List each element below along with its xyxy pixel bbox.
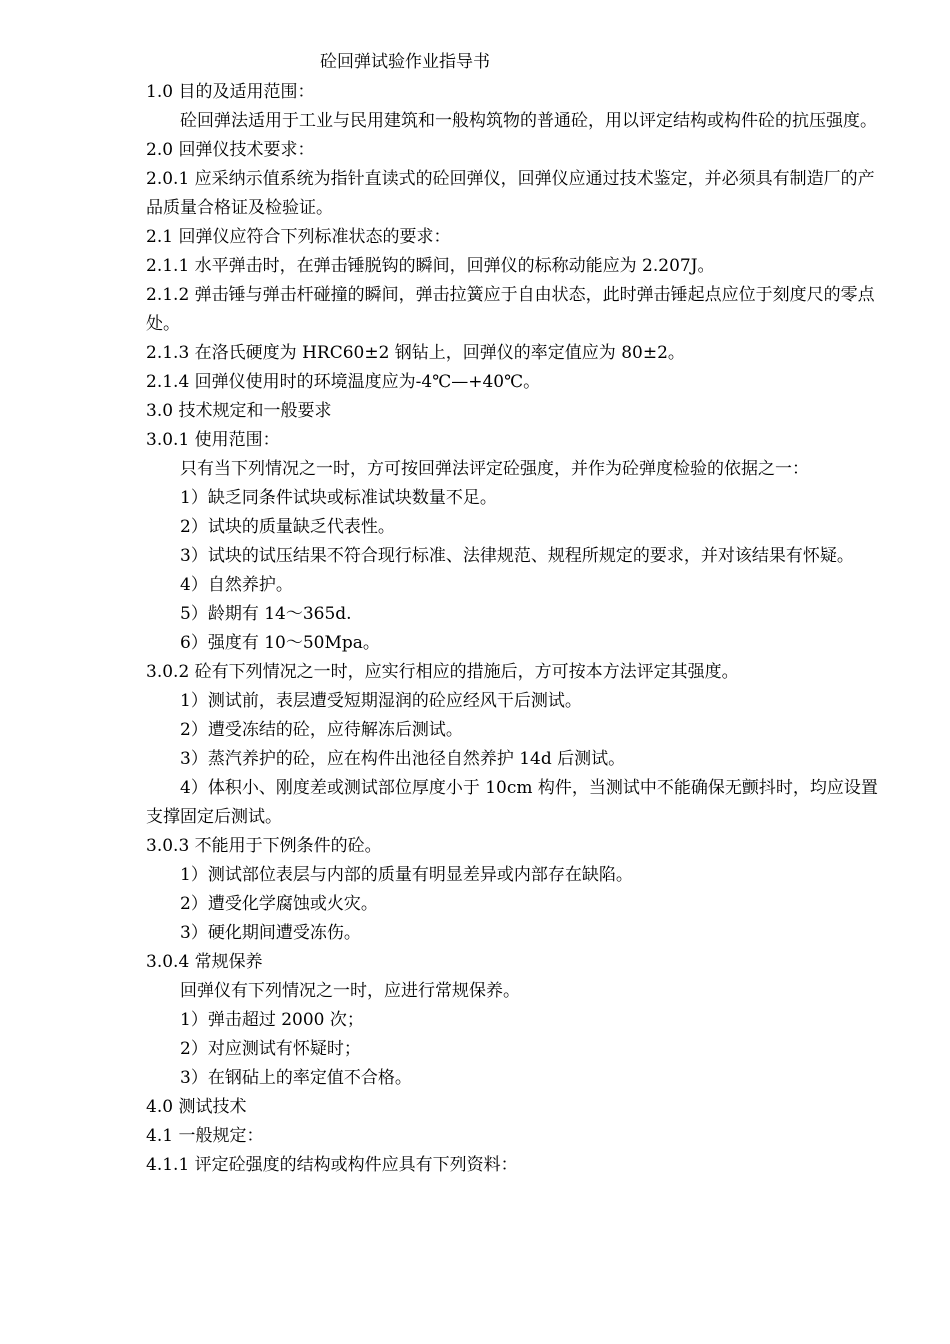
paragraph: 3.0 技术规定和一般要求 [146, 401, 332, 421]
paragraph: 4）体积小、刚度差或测试部位厚度小于 10cm 构件，当测试中不能确保无颤抖时，均应设置支撑固定后测试。 [146, 778, 878, 827]
paragraph: 3）在钢砧上的率定值不合格。 [180, 1068, 412, 1088]
paragraph: 3.0.4 常规保养 [146, 952, 263, 972]
paragraph: 4.1 一般规定： [146, 1126, 264, 1146]
paragraph: 回弹仪有下列情况之一时，应进行常规保养。 [180, 981, 520, 1001]
paragraph: 2.0 回弹仪技术要求： [146, 140, 315, 160]
document-body [146, 78, 884, 1180]
paragraph: 2.0.1 应采纳示值系统为指针直读式的砼回弹仪，回弹仪应通过技术鉴定，并必须具有制造厂的产品质量合格证及检验证。 [146, 169, 875, 218]
paragraph: 3.0.2 砼有下列情况之一时，应实行相应的措施后，方可按本方法评定其强度。 [146, 662, 739, 682]
paragraph: 2.1.1 水平弹击时，在弹击锤脱钩的瞬间，回弹仪的标称动能应为 2.207J。 [146, 256, 715, 276]
paragraph: 4.1.1 评定砼强度的结构或构件应具有下列资料： [146, 1155, 518, 1175]
paragraph: 5）龄期有 14～365d. [180, 604, 352, 624]
paragraph: 1）测试部位表层与内部的质量有明显差异或内部存在缺陷。 [180, 865, 633, 885]
paragraph: 2.1.2 弹击锤与弹击杆碰撞的瞬间，弹击拉簧应于自由状态，此时弹击锤起点应位于刻度尺的零点处。 [146, 285, 875, 334]
paragraph: 2）试块的质量缺乏代表性。 [180, 517, 395, 537]
paragraph: 1.0 目的及适用范围： [146, 82, 315, 102]
paragraph: 2）遭受化学腐蚀或火灾。 [180, 894, 378, 914]
paragraph: 4.0 测试技术 [146, 1097, 247, 1117]
paragraph: 4）自然养护。 [180, 575, 293, 595]
paragraph: 6）强度有 10～50Mpa。 [180, 633, 380, 653]
paragraph: 砼回弹法适用于工业与民用建筑和一般构筑物的普通砼，用以评定结构或构件砼的抗压强度。 [180, 111, 877, 131]
paragraph: 1）弹击超过 2000 次； [180, 1010, 364, 1030]
paragraph: 3.0.1 使用范围： [146, 430, 280, 450]
paragraph: 3）试块的试压结果不符合现行标准、法律规范、规程所规定的要求，并对该结果有怀疑。 [180, 546, 854, 566]
paragraph: 3.0.3 不能用于下例条件的砼。 [146, 836, 382, 856]
paragraph: 2.1 回弹仪应符合下列标准状态的要求： [146, 227, 451, 247]
paragraph: 3）硬化期间遭受冻伤。 [180, 923, 361, 943]
paragraph: 2）对应测试有怀疑时； [180, 1039, 361, 1059]
paragraph: 2.1.3 在洛氏硬度为 HRC60±2 钢钻上，回弹仪的率定值应为 80±2。 [146, 343, 685, 363]
paragraph: 2.1.4 回弹仪使用时的环境温度应为-4℃—+40℃。 [146, 372, 541, 392]
paragraph: 只有当下列情况之一时，方可按回弹法评定砼强度，并作为砼弹度检验的依据之一： [180, 459, 809, 479]
paragraph: 2）遭受冻结的砼，应待解冻后测试。 [180, 720, 463, 740]
document-title: 砼回弹试验作业指导书 [320, 52, 490, 72]
paragraph: 3）蒸汽养护的砼，应在构件出池径自然养护 14d 后测试。 [180, 749, 626, 769]
paragraph: 1）缺乏同条件试块或标准试块数量不足。 [180, 488, 497, 508]
paragraph: 1）测试前，表层遭受短期湿润的砼应经风干后测试。 [180, 691, 582, 711]
